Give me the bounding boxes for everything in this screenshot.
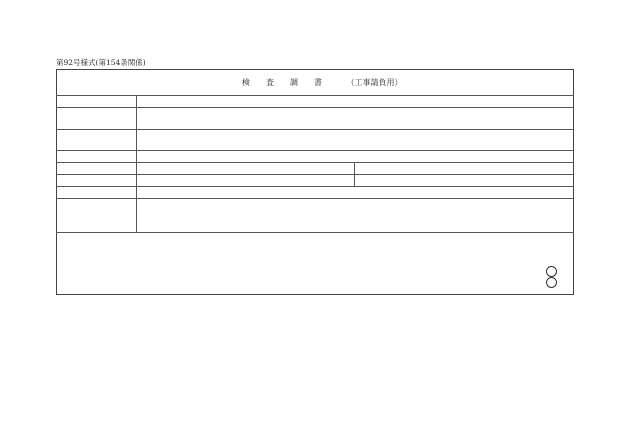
note-2 [78,312,84,319]
form-title [242,79,403,87]
divider [136,95,137,232]
divider [56,129,574,130]
inspection-form [56,69,574,295]
divider [56,232,574,233]
divider [56,95,574,96]
note-1 [78,299,84,306]
seal-icon [546,266,557,277]
divider [56,198,574,199]
divider [56,107,574,108]
divider [56,150,574,151]
title-main: 検 査 調 書 [242,78,322,87]
divider [56,174,574,175]
form-number: 第92号様式(第154条関係) [56,58,146,67]
divider [354,162,355,186]
divider [56,186,574,187]
seal-icon [546,277,557,288]
divider [56,162,574,163]
title-sub: （工事請負用） [346,78,403,87]
